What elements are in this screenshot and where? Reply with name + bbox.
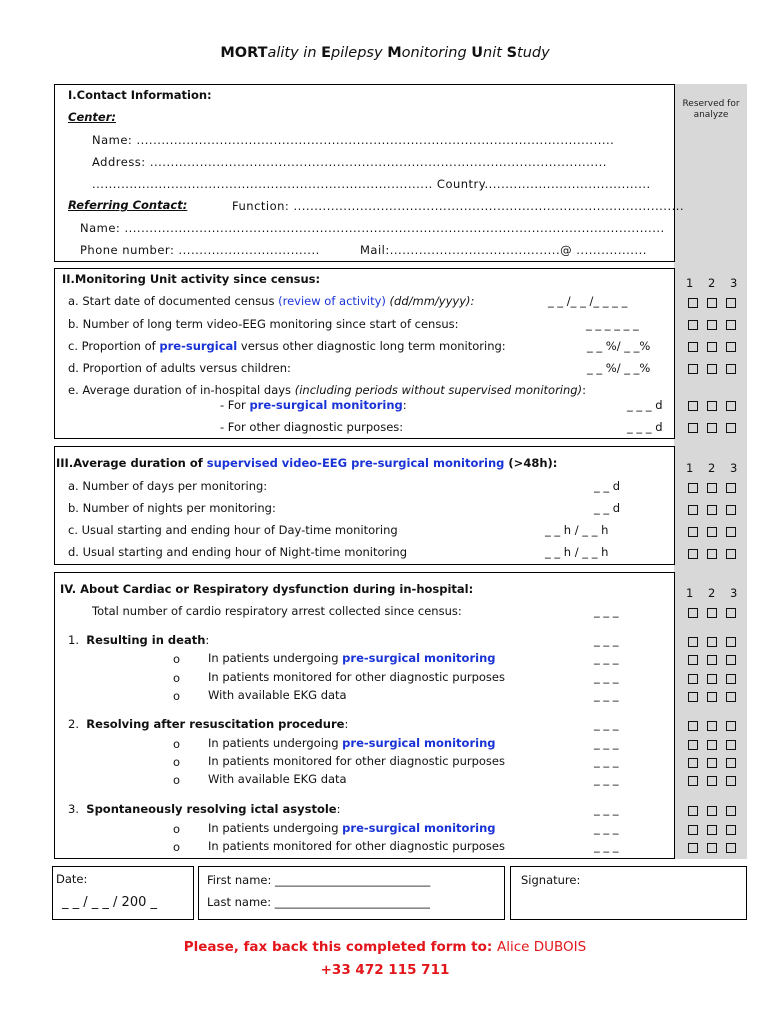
- checkbox[interactable]: [707, 320, 717, 330]
- section-heading: I.Contact Information:: [68, 88, 212, 102]
- checkbox-row: [688, 740, 745, 751]
- checkbox[interactable]: [707, 298, 717, 308]
- checkbox-row: [688, 637, 745, 648]
- checkbox[interactable]: [707, 637, 717, 647]
- title-part: onitoring: [401, 45, 472, 61]
- question-3b: b. Number of nights per monitoring:: [68, 501, 276, 515]
- text: - For: [220, 398, 250, 412]
- checkbox[interactable]: [688, 721, 698, 731]
- text: (review of activity): [278, 294, 386, 308]
- bullet: o: [173, 755, 181, 769]
- checkbox[interactable]: [707, 549, 717, 559]
- checkbox[interactable]: [707, 423, 717, 433]
- fax-number: +33 472 115 711: [320, 962, 450, 978]
- text: (>48h):: [504, 456, 558, 470]
- checkbox[interactable]: [688, 608, 698, 618]
- question-2c: [68, 339, 506, 353]
- checkbox[interactable]: [707, 825, 717, 835]
- checkbox[interactable]: [707, 364, 717, 374]
- text: pre-surgical monitoring: [249, 398, 403, 412]
- checkbox[interactable]: [726, 776, 736, 786]
- bullet: o: [173, 652, 181, 666]
- checkbox[interactable]: [688, 674, 698, 684]
- checkbox[interactable]: [726, 825, 736, 835]
- checkbox-row: [688, 423, 745, 434]
- answer-3d[interactable]: _ _ h / _ _ h: [545, 545, 609, 559]
- checkbox[interactable]: [688, 825, 698, 835]
- text: III.Average duration of: [56, 456, 207, 470]
- checkbox-row: [688, 608, 745, 619]
- answer-g3[interactable]: _ _ _: [594, 802, 619, 816]
- checkbox-row: [688, 298, 745, 309]
- checkbox-row: [688, 342, 745, 353]
- answer-g2[interactable]: _ _ _: [594, 717, 619, 731]
- question-2d: d. Proportion of adults versus children:: [68, 361, 291, 375]
- group-3: [68, 802, 340, 816]
- text: a. Start date of documented census: [68, 294, 279, 308]
- checkbox[interactable]: [707, 483, 717, 493]
- text: c. Proportion of: [68, 339, 160, 353]
- item-presurgical: [208, 736, 496, 750]
- mail-field[interactable]: Mail:.........................................@ .................: [360, 243, 647, 257]
- item-other: In patients monitored for other diagnostic purposes: [208, 754, 505, 768]
- section-heading: IV. About Cardiac or Respiratory dysfunction during in-hospital:: [60, 582, 474, 596]
- checkbox[interactable]: [726, 423, 736, 433]
- checkbox-row: [688, 806, 745, 817]
- checkbox[interactable]: [688, 483, 698, 493]
- checkbox-row: [688, 825, 745, 836]
- function-field[interactable]: Function: ..............................................................................................: [232, 199, 685, 213]
- center-label: Center:: [68, 110, 116, 124]
- checkbox-row: [688, 776, 745, 787]
- checkbox[interactable]: [707, 776, 717, 786]
- column-numbers: [686, 276, 752, 290]
- text: (including periods without supervised monitoring): [294, 383, 583, 397]
- page-title: [0, 45, 770, 61]
- checkbox[interactable]: [726, 527, 736, 537]
- answer-2e2[interactable]: _ _ _ d: [627, 420, 663, 434]
- text: Resolving after resuscitation procedure: [86, 717, 345, 731]
- item-other: In patients monitored for other diagnostic purposes: [208, 839, 505, 853]
- title-part: MORT: [220, 45, 268, 61]
- phone-field[interactable]: Phone number: ..................................: [80, 243, 320, 257]
- center-name-field[interactable]: Name: ...................................................................................................................: [92, 133, 615, 147]
- section-heading: II.Monitoring Unit activity since census:: [62, 272, 321, 286]
- answer-g3-1[interactable]: _ _ _: [594, 821, 619, 835]
- text: supervised video-EEG pre-surgical monitoring: [206, 456, 505, 470]
- contact-name-field[interactable]: Name: ..................................................................................................................................: [80, 221, 665, 235]
- item-presurgical: [208, 821, 496, 835]
- col-number: 2: [708, 586, 716, 600]
- answer-g1[interactable]: _ _ _: [594, 633, 619, 647]
- answer-2c[interactable]: _ _ %/ _ _%: [587, 339, 651, 353]
- fax-recipient: Alice DUBOIS: [497, 939, 587, 955]
- answer-3a[interactable]: _ _ d: [594, 479, 621, 493]
- checkbox[interactable]: [726, 740, 736, 750]
- reserved-label: Reserved for analyze: [682, 99, 740, 120]
- referring-contact-label: Referring Contact:: [68, 198, 188, 212]
- section-heading: [56, 456, 557, 470]
- checkbox-row: [688, 674, 745, 685]
- answer-g3-2[interactable]: _ _ _: [594, 839, 619, 853]
- checkbox-row: [688, 721, 745, 732]
- answer-3c[interactable]: _ _ h / _ _ h: [545, 523, 609, 537]
- checkbox[interactable]: [688, 740, 698, 750]
- section-contact-box: [54, 84, 675, 262]
- last-name-field[interactable]: Last name: ___________________________: [207, 895, 431, 909]
- checkbox[interactable]: [726, 298, 736, 308]
- bullet: o: [173, 840, 181, 854]
- checkbox[interactable]: [688, 806, 698, 816]
- item-other: In patients monitored for other diagnostic purposes: [208, 670, 505, 684]
- checkbox[interactable]: [726, 692, 736, 702]
- checkbox[interactable]: [707, 401, 717, 411]
- checkbox[interactable]: [688, 843, 698, 853]
- checkbox[interactable]: [707, 655, 717, 665]
- col-number: 3: [730, 276, 738, 290]
- checkbox-row: [688, 527, 745, 538]
- bullet: o: [173, 822, 181, 836]
- text: 3.: [68, 802, 79, 816]
- text: Please, fax back this completed form to:: [183, 939, 497, 955]
- item-presurgical: [208, 651, 496, 665]
- checkbox[interactable]: [726, 342, 736, 352]
- signature-field[interactable]: Signature:: [521, 873, 581, 887]
- item-ekg: With available EKG data: [208, 688, 347, 702]
- answer-g1-3[interactable]: _ _ _: [594, 688, 619, 702]
- column-numbers: [686, 586, 752, 600]
- title-part: S: [506, 45, 518, 61]
- question-2e: [68, 383, 586, 397]
- column-numbers: [686, 461, 752, 475]
- item-ekg: With available EKG data: [208, 772, 347, 786]
- checkbox[interactable]: [726, 806, 736, 816]
- text: In patients undergoing: [208, 736, 343, 750]
- checkbox[interactable]: [707, 527, 717, 537]
- question-3c: c. Usual starting and ending hour of Day-time monitoring: [68, 523, 398, 537]
- checkbox[interactable]: [707, 740, 717, 750]
- text: pre-surgical monitoring: [342, 736, 496, 750]
- checkbox[interactable]: [688, 423, 698, 433]
- bullet: o: [173, 689, 181, 703]
- checkbox-row: [688, 843, 745, 854]
- title-part: E: [321, 45, 332, 61]
- bullet: o: [173, 671, 181, 685]
- text: 1.: [68, 633, 79, 647]
- checkbox[interactable]: [726, 320, 736, 330]
- text: :: [582, 383, 586, 397]
- question-2e2: - For other diagnostic purposes:: [220, 420, 404, 434]
- checkbox[interactable]: [726, 549, 736, 559]
- answer-g1-2[interactable]: _ _ _: [594, 670, 619, 684]
- checkbox[interactable]: [688, 655, 698, 665]
- checkbox[interactable]: [726, 637, 736, 647]
- checkbox[interactable]: [688, 527, 698, 537]
- checkbox-row: [688, 692, 745, 703]
- checkbox-row: [688, 364, 745, 375]
- checkbox[interactable]: [707, 758, 717, 768]
- checkbox-row: [688, 401, 745, 412]
- checkbox[interactable]: [688, 776, 698, 786]
- text: 2.: [68, 717, 79, 731]
- text: pre-surgical monitoring: [342, 651, 496, 665]
- col-number: 3: [730, 586, 738, 600]
- checkbox-row: [688, 758, 745, 769]
- checkbox[interactable]: [688, 342, 698, 352]
- checkbox-row: [688, 320, 745, 331]
- text: :: [205, 633, 210, 647]
- text: pre-surgical monitoring: [342, 821, 496, 835]
- text: In patients undergoing: [208, 651, 343, 665]
- text: Spontaneously resolving ictal asystole: [86, 802, 337, 816]
- fax-instruction: [0, 939, 770, 955]
- center-address-field[interactable]: Address: ..............................................................................................................: [92, 155, 607, 169]
- checkbox[interactable]: [707, 806, 717, 816]
- question-2e1: [220, 398, 407, 412]
- checkbox[interactable]: [688, 505, 698, 515]
- question-3d: d. Usual starting and ending hour of Night-time monitoring: [68, 545, 408, 559]
- checkbox[interactable]: [726, 608, 736, 618]
- checkbox[interactable]: [688, 692, 698, 702]
- checkbox-row: [688, 549, 745, 560]
- answer-2a[interactable]: _ _ /_ _ /_ _ _ _: [548, 294, 628, 308]
- group-1: [68, 633, 209, 647]
- text: :: [336, 802, 341, 816]
- answer-2d[interactable]: _ _ %/ _ _%: [587, 361, 651, 375]
- col-number: 1: [686, 586, 694, 600]
- text: In patients undergoing: [208, 821, 343, 835]
- question-2a: [68, 294, 474, 308]
- text: versus other diagnostic long term monitoring:: [237, 339, 506, 353]
- first-name-field[interactable]: First name: ___________________________: [207, 873, 431, 887]
- checkbox-row: [688, 483, 745, 494]
- text: (dd/mm/yyyy):: [385, 294, 475, 308]
- title-part: pilepsy: [331, 45, 388, 61]
- checkbox[interactable]: [726, 364, 736, 374]
- answer-2e1[interactable]: _ _ _ d: [627, 398, 663, 412]
- checkbox[interactable]: [688, 298, 698, 308]
- checkbox[interactable]: [726, 758, 736, 768]
- checkbox[interactable]: [688, 637, 698, 647]
- checkbox[interactable]: [726, 843, 736, 853]
- question-2b: b. Number of long term video-EEG monitoring since start of census:: [68, 317, 459, 331]
- text: :: [344, 717, 349, 731]
- title-part: U: [471, 45, 484, 61]
- title-part: nit: [483, 45, 507, 61]
- bullet: o: [173, 773, 181, 787]
- text: Resulting in death: [86, 633, 206, 647]
- checkbox[interactable]: [688, 758, 698, 768]
- checkbox[interactable]: [707, 692, 717, 702]
- date-field[interactable]: _ _ / _ _ / 200 _: [62, 895, 157, 910]
- answer-total[interactable]: _ _ _: [594, 604, 619, 618]
- answer-g2-3[interactable]: _ _ _: [594, 772, 619, 786]
- col-number: 2: [708, 461, 716, 475]
- question-3a: a. Number of days per monitoring:: [68, 479, 268, 493]
- checkbox[interactable]: [707, 608, 717, 618]
- answer-g1-1[interactable]: _ _ _: [594, 651, 619, 665]
- checkbox[interactable]: [726, 505, 736, 515]
- title-part: M: [387, 45, 402, 61]
- answer-2b[interactable]: _ _ _ _ _ _: [586, 317, 639, 331]
- checkbox[interactable]: [707, 505, 717, 515]
- checkbox[interactable]: [726, 674, 736, 684]
- title-part: tudy: [517, 45, 550, 61]
- answer-g2-1[interactable]: _ _ _: [594, 736, 619, 750]
- text: e. Average duration of in-hospital days: [68, 383, 295, 397]
- group-2: [68, 717, 348, 731]
- bullet: o: [173, 737, 181, 751]
- checkbox[interactable]: [726, 721, 736, 731]
- text: pre-surgical: [159, 339, 238, 353]
- title-part: ality in: [267, 45, 322, 61]
- col-number: 1: [686, 461, 694, 475]
- text: :: [402, 398, 407, 412]
- col-number: 3: [730, 461, 738, 475]
- checkbox-row: [688, 655, 745, 666]
- checkbox[interactable]: [726, 655, 736, 665]
- checkbox[interactable]: [726, 483, 736, 493]
- center-country-field[interactable]: .................................................................................. Country........................................: [92, 177, 651, 191]
- checkbox[interactable]: [688, 364, 698, 374]
- date-label: Date:: [56, 872, 88, 886]
- answer-g2-2[interactable]: _ _ _: [594, 754, 619, 768]
- checkbox[interactable]: [707, 843, 717, 853]
- checkbox[interactable]: [707, 342, 717, 352]
- total-arrest-label: Total number of cardio respiratory arrest collected since census:: [92, 604, 462, 618]
- answer-3b[interactable]: _ _ d: [594, 501, 621, 515]
- col-number: 1: [686, 276, 694, 290]
- checkbox[interactable]: [688, 401, 698, 411]
- checkbox[interactable]: [688, 320, 698, 330]
- checkbox-row: [688, 505, 745, 516]
- col-number: 2: [708, 276, 716, 290]
- checkbox[interactable]: [707, 674, 717, 684]
- checkbox[interactable]: [688, 549, 698, 559]
- checkbox[interactable]: [707, 721, 717, 731]
- checkbox[interactable]: [726, 401, 736, 411]
